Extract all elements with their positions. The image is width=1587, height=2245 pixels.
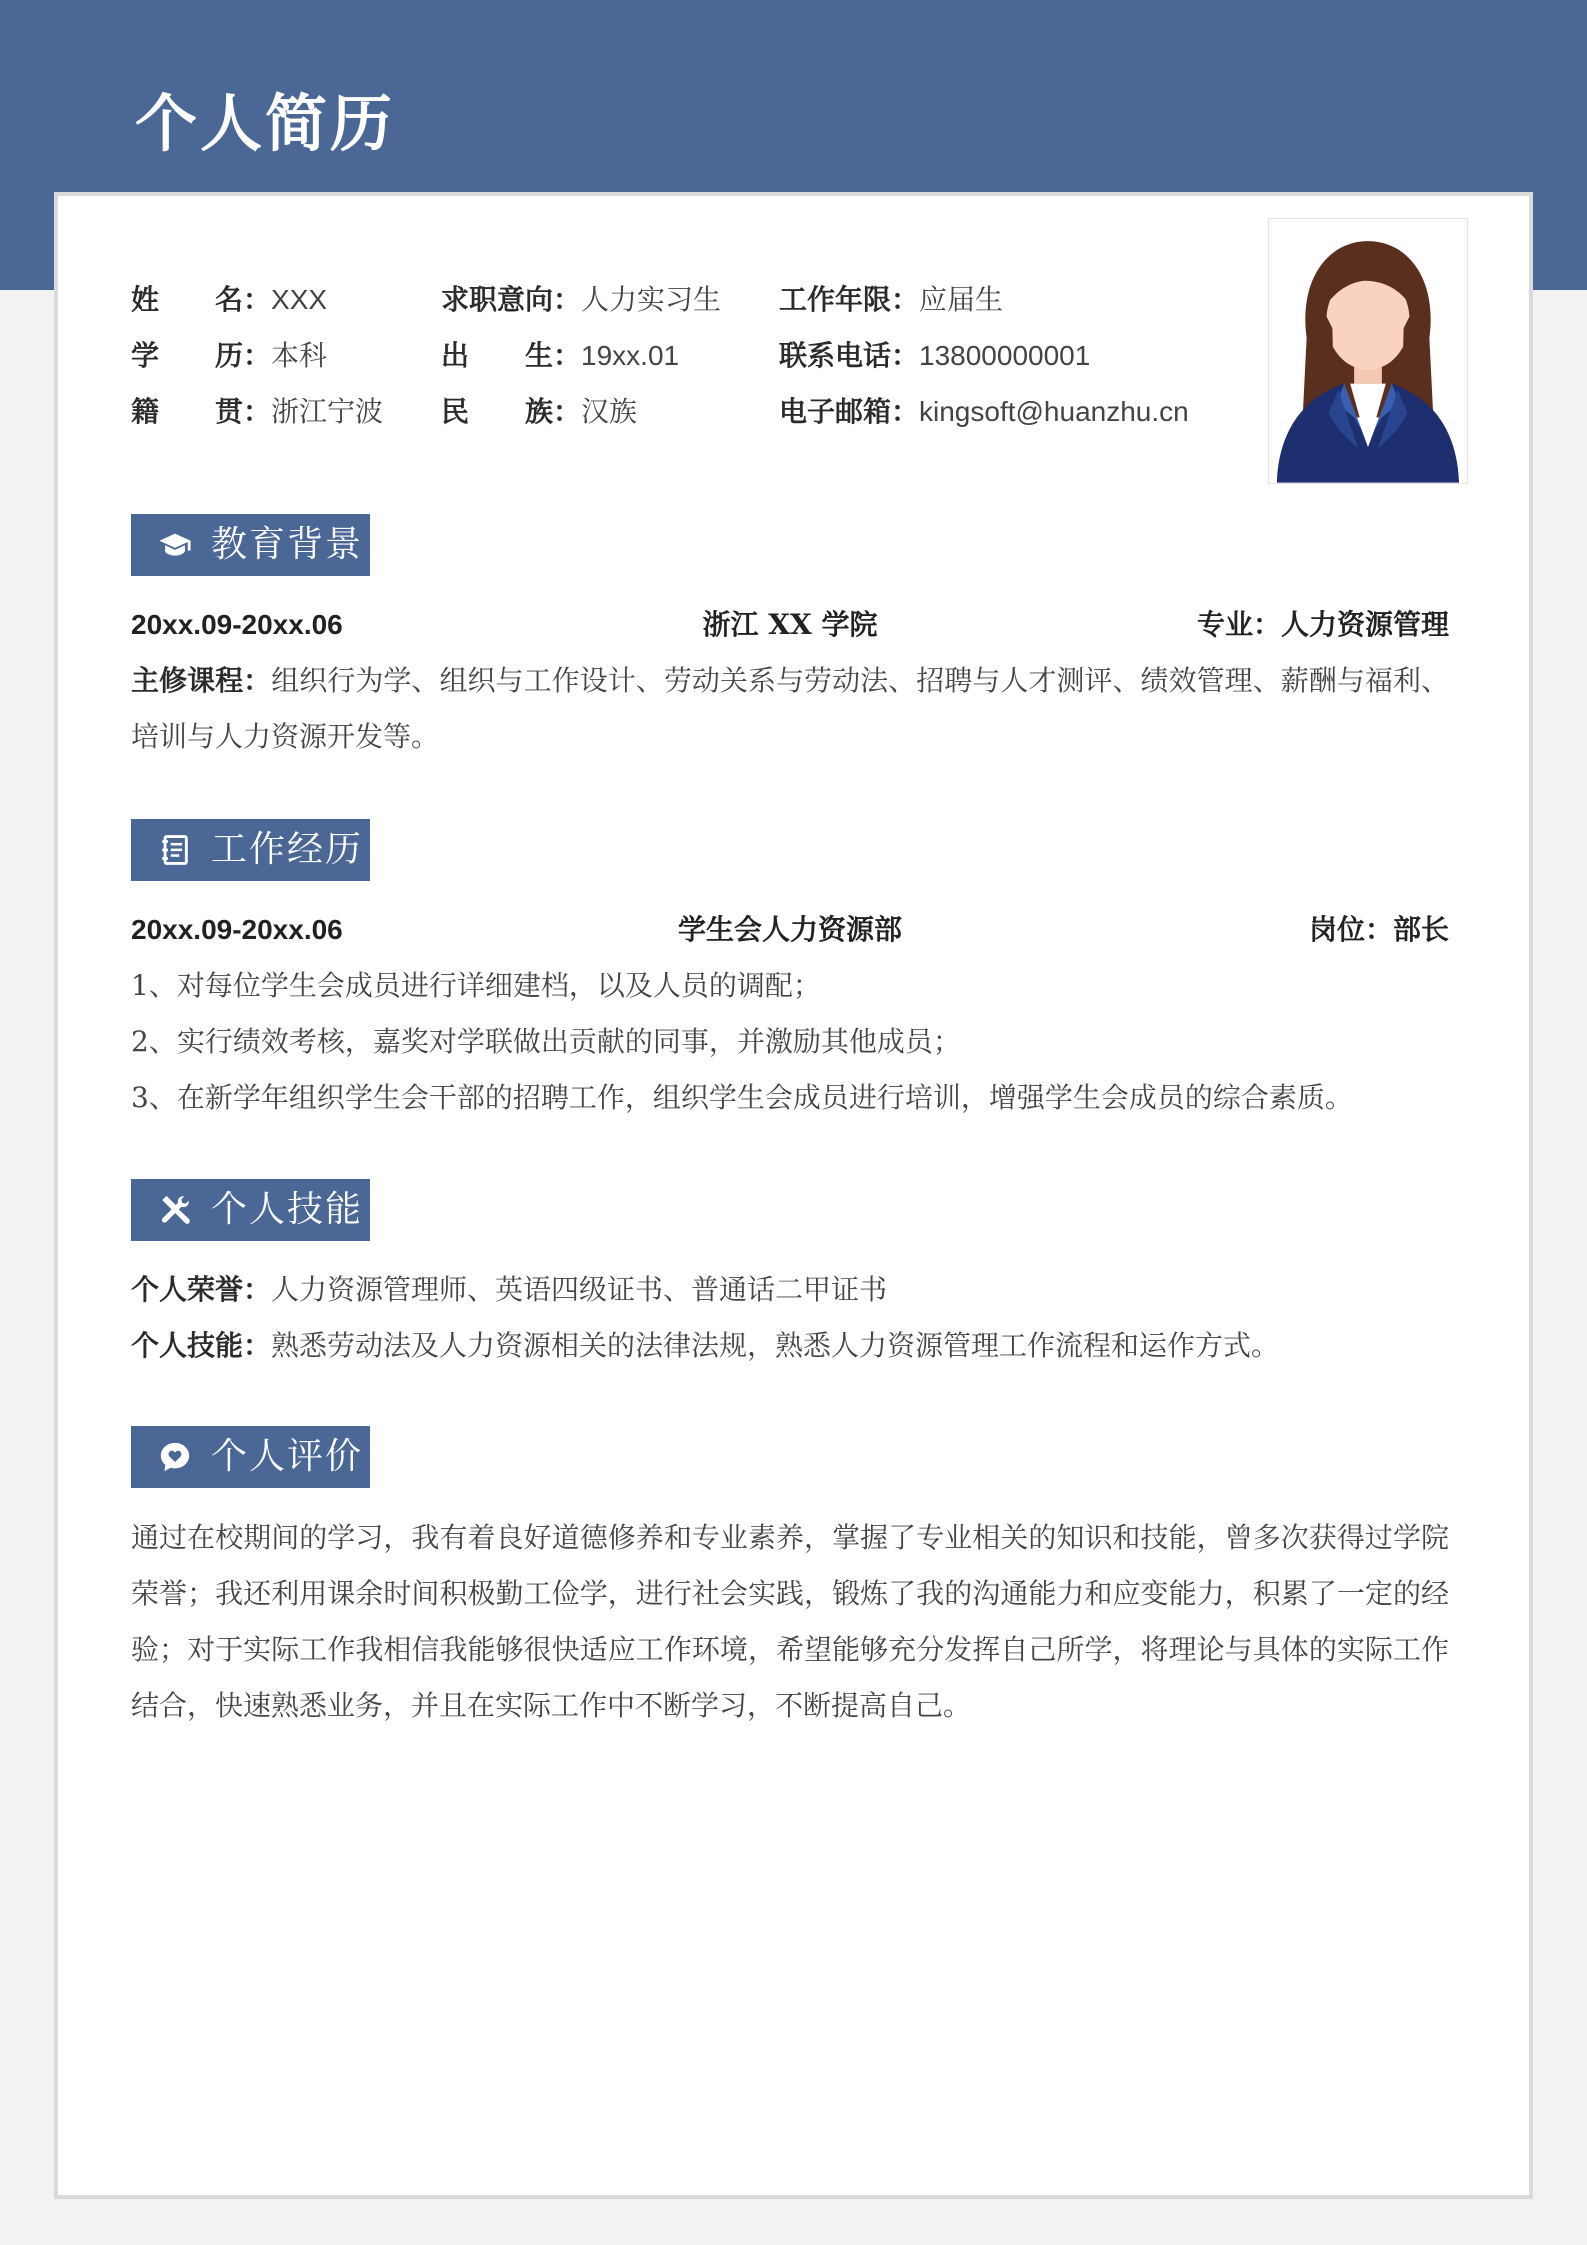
section-header-evaluation: 个人评价: [131, 1426, 370, 1488]
profile-photo: [1268, 218, 1468, 484]
info-intention: 求职意向：人力实习生: [441, 283, 722, 316]
info-years: 工作年限：应届生: [779, 283, 1004, 316]
section-header-skills: 个人技能: [131, 1179, 370, 1241]
evaluation-text: 通过在校期间的学习，我有着良好道德修养和专业素养，掌握了专业相关的知识和技能，曾多次获得过学院荣誉；我还利用课余时间积极勤工俭学，进行社会实践，锻炼了我的沟通能力和应变能力，积累了一定的经验；对于实际工作我相信我能够很快适应工作环境，希望能够充分发挥自己所学，将理论与具体的实际工作结合，快速熟悉业务，并且在实际工作中不断学习，不断提高自己。: [131, 1521, 1449, 1722]
section-header-work: 工作经历: [131, 819, 370, 881]
info-name: 姓 名：XXX: [131, 283, 328, 316]
info-birth: 出 生：19xx.01: [441, 339, 680, 372]
list-item: 3、在新学年组织学生会干部的招聘工作，组织学生会成员进行培训，增强学生会成员的综合素质。: [131, 1081, 1353, 1114]
work-duties: [131, 958, 1449, 1126]
education-school: 浙江 XX 学院: [702, 608, 878, 641]
info-education: 学 历：本科: [131, 339, 328, 372]
speech-heart-icon: [157, 1439, 193, 1475]
avatar-illustration: [1269, 219, 1467, 483]
list-item: 1、对每位学生会成员进行详细建档，以及人员的调配；: [131, 969, 821, 1002]
work-row: [131, 902, 1449, 958]
work-position: 岗位：部长: [1308, 913, 1449, 946]
list-item: 2、实行绩效考核，嘉奖对学联做出贡献的同事，并激励其他成员；: [131, 1025, 961, 1058]
info-email: 电子邮箱：kingsoft@huanzhu.cn: [779, 395, 1189, 428]
work-period: 20xx.09-20xx.06: [131, 914, 343, 945]
skills-content: [131, 1262, 1449, 1374]
info-phone: 联系电话：13800000001: [779, 339, 1091, 372]
tools-icon: [157, 1192, 193, 1228]
skills-honors: 个人荣誉：人力资源管理师、英语四级证书、普通话二甲证书: [131, 1273, 888, 1306]
education-major: 专业：人力资源管理: [1196, 608, 1449, 641]
info-ethnicity: 民 族：汉族: [441, 395, 638, 428]
page-title: 个人简历: [135, 87, 396, 160]
info-hometown: 籍 贯：浙江宁波: [131, 395, 384, 428]
notebook-icon: [157, 832, 193, 868]
skills-abilities: 个人技能：熟悉劳动法及人力资源相关的法律法规，熟悉人力资源管理工作流程和运作方式。: [131, 1329, 1280, 1362]
education-period: 20xx.09-20xx.06: [131, 609, 343, 640]
education-courses: 主修课程：组织行为学、组织与工作设计、劳动关系与劳动法、招聘与人才测评、绩效管理、薪酬与福利、培训与人力资源开发等。: [131, 664, 1449, 753]
work-organization: 学生会人力资源部: [677, 913, 902, 946]
graduation-cap-icon: [157, 527, 193, 563]
section-header-education: 教育背景: [131, 514, 370, 576]
education-row: [131, 597, 1449, 653]
